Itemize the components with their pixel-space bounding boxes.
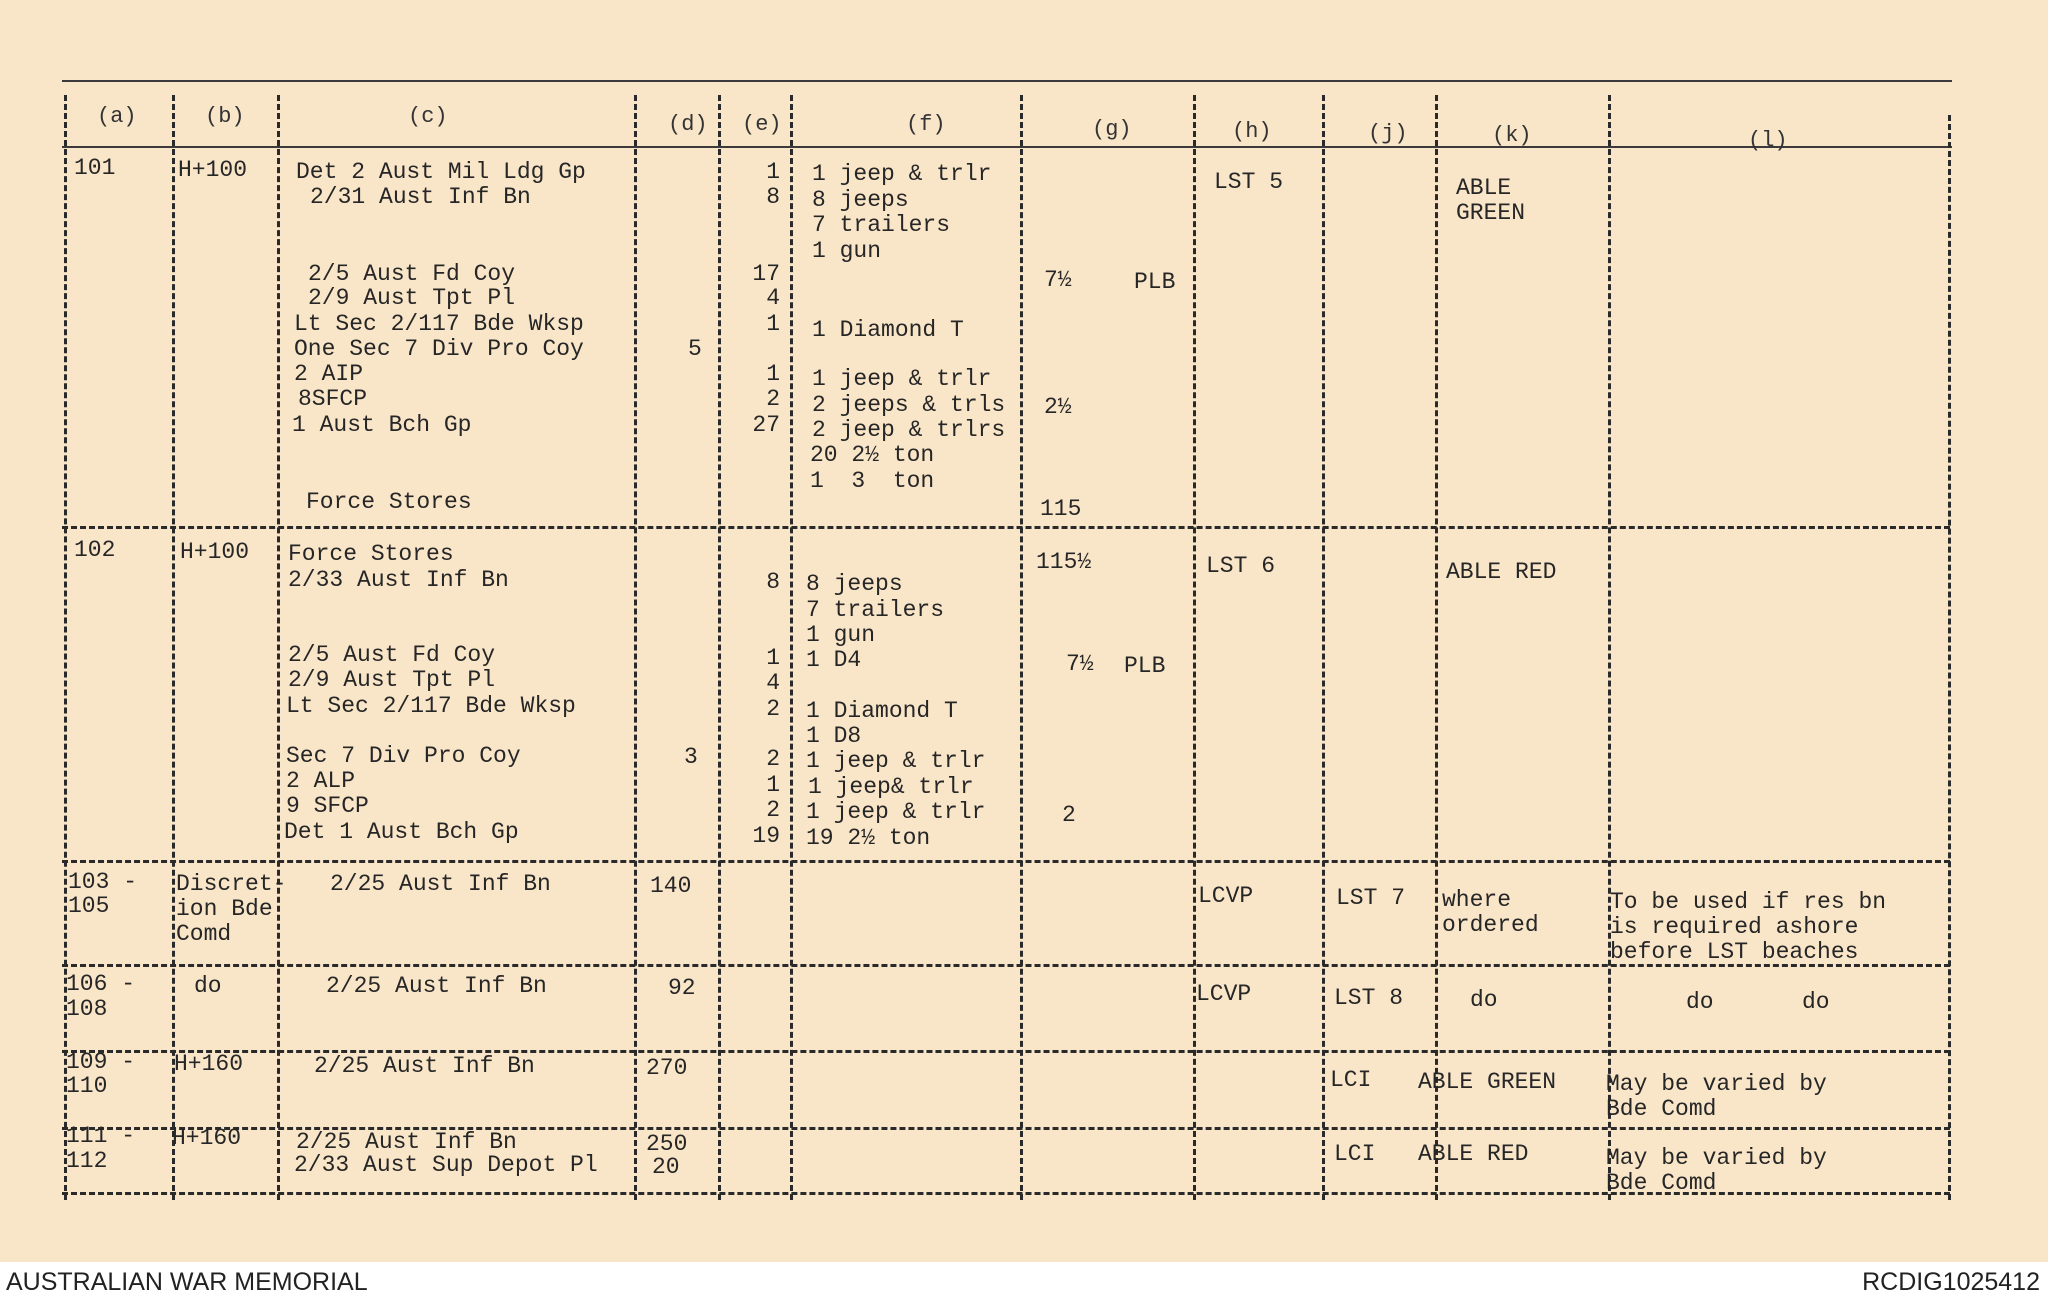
row-102-vehicle-count: 19	[752, 823, 780, 849]
row-103-time: Discret-	[176, 871, 287, 897]
archive-id: RCDIG1025412	[1862, 1268, 2040, 1296]
row-109-personnel: 270	[646, 1055, 688, 1081]
row-101-vehicle-count: 1	[766, 159, 780, 185]
row-101-vehicle: 20 2½ ton	[810, 442, 935, 468]
column-header-h: (h)	[1232, 119, 1272, 144]
row-102-vehicle: 1 jeep & trlr	[806, 748, 986, 774]
row-101-unit: 8SFCP	[298, 386, 368, 412]
row-106-serial: 106 -	[66, 971, 136, 997]
column-header-g: (g)	[1092, 117, 1132, 142]
row-101-tonnage-note: PLB	[1134, 269, 1176, 295]
row-101-vehicle-count: 1	[766, 311, 780, 337]
row-101-unit: Det 2 Aust Mil Ldg Gp	[296, 159, 586, 185]
row-102-vehicle: 8 jeeps	[806, 571, 903, 597]
row-103-time: Comd	[176, 921, 232, 947]
row-101-vehicle: 1 3 ton	[810, 468, 935, 494]
top-rule	[62, 80, 1952, 82]
row-101-personnel: 5	[688, 336, 702, 362]
column-header-c: (c)	[408, 104, 448, 129]
row-101-beach: GREEN	[1456, 200, 1526, 226]
row-102-unit: 2 ALP	[286, 768, 356, 794]
row-101-unit: 2/9 Aust Tpt Pl	[308, 285, 516, 311]
row-111-personnel: 250	[646, 1131, 688, 1157]
row-102-vehicle-count: 8	[766, 569, 780, 595]
row-101-unit: One Sec 7 Div Pro Coy	[294, 336, 584, 362]
row-111-remarks: Bde Comd	[1606, 1170, 1717, 1196]
column-rule	[718, 95, 721, 1200]
row-101-vehicle: 8 jeeps	[812, 187, 909, 213]
row-106-remarks: do	[1802, 989, 1830, 1015]
row-103-serial: 103 -	[68, 869, 138, 895]
row-102-vehicle-count: 4	[766, 670, 780, 696]
row-102-unit: Force Stores	[288, 541, 454, 567]
column-rule	[1608, 95, 1611, 1200]
row-111-personnel: 20	[652, 1154, 680, 1180]
column-rule	[790, 95, 793, 1200]
row-101-vehicle-count: 17	[752, 261, 780, 287]
row-102-vehicle-count: 2	[766, 797, 780, 823]
row-101-vehicle: 7 trailers	[812, 212, 951, 238]
row-102-vehicle: 1 D8	[806, 723, 862, 749]
row-101-time: H+100	[178, 157, 248, 183]
row-101-tonnage: 115	[1040, 496, 1082, 522]
column-rule	[1435, 95, 1438, 1200]
row-103-personnel: 140	[650, 873, 692, 899]
row-103-serial: 105	[68, 893, 110, 919]
row-101-vehicle-count: 4	[766, 285, 780, 311]
row-103-beach: ordered	[1442, 912, 1539, 938]
row-101-unit: 2 AIP	[294, 361, 364, 387]
row-106-beach: do	[1470, 987, 1498, 1013]
row-rule	[62, 526, 1950, 529]
row-102-tonnage: 7½	[1066, 651, 1094, 677]
row-106-serial: 108	[66, 996, 108, 1022]
row-102-vehicle: 7 trailers	[806, 597, 945, 623]
column-header-b: (b)	[205, 104, 245, 129]
column-header-k: (k)	[1492, 123, 1532, 148]
row-103-time: ion Bde	[176, 896, 273, 922]
row-102-unit: 9 SFCP	[286, 793, 369, 819]
row-102-vehicle: 19 2½ ton	[806, 825, 931, 851]
row-102-unit: Lt Sec 2/117 Bde Wksp	[286, 693, 576, 719]
row-103-remarks: To be used if res bn	[1610, 889, 1887, 915]
row-101-vehicle: 2 jeep & trlrs	[812, 417, 1006, 443]
header-rule	[62, 146, 1952, 148]
row-101-unit: Lt Sec 2/117 Bde Wksp	[294, 311, 584, 337]
row-109-serial: 109 -	[66, 1049, 136, 1075]
row-101-vehicle: 1 jeep & trlr	[812, 366, 992, 392]
row-102-unit: Sec 7 Div Pro Coy	[286, 743, 521, 769]
row-102-beach: ABLE RED	[1446, 559, 1557, 585]
row-101-tonnage: 2½	[1044, 394, 1072, 420]
row-101-unit: 2/31 Aust Inf Bn	[310, 184, 531, 210]
row-101-tonnage: 7½	[1044, 267, 1072, 293]
row-103-carrier: LST 7	[1336, 885, 1406, 911]
row-101-unit: 2/5 Aust Fd Coy	[308, 261, 516, 287]
row-106-personnel: 92	[668, 975, 696, 1001]
row-109-carrier: LCI	[1330, 1067, 1372, 1093]
column-header-e: (e)	[742, 112, 782, 137]
column-rule	[64, 95, 67, 1200]
row-102-serial: 102	[74, 537, 116, 563]
column-rule	[1948, 115, 1951, 1200]
row-111-serial: 112	[66, 1148, 108, 1174]
row-109-beach: ABLE GREEN	[1418, 1069, 1557, 1095]
row-111-beach: ABLE RED	[1418, 1141, 1529, 1167]
row-106-unit: 2/25 Aust Inf Bn	[326, 973, 547, 999]
column-header-d: (d)	[668, 112, 708, 137]
row-102-vehicle: 1 jeep& trlr	[808, 774, 974, 800]
row-111-time: H+160	[172, 1125, 242, 1151]
row-101-serial: 101	[74, 155, 116, 181]
column-header-j: (j)	[1368, 121, 1408, 146]
row-106-craft: LCVP	[1196, 981, 1252, 1007]
row-101-vehicle-count: 1	[766, 361, 780, 387]
row-111-unit: 2/25 Aust Inf Bn	[296, 1129, 517, 1155]
row-101-vehicle-count: 8	[766, 184, 780, 210]
column-rule	[1193, 95, 1196, 1200]
row-111-unit: 2/33 Aust Sup Depot Pl	[294, 1152, 598, 1178]
row-102-vehicle: 1 Diamond T	[806, 698, 958, 724]
row-102-tonnage: 2	[1062, 802, 1076, 828]
column-rule	[277, 95, 280, 1200]
row-102-vehicle: 1 gun	[806, 622, 876, 648]
column-rule	[172, 95, 175, 1200]
row-103-beach: where	[1442, 887, 1512, 913]
row-102-craft: LST 6	[1206, 553, 1276, 579]
row-109-unit: 2/25 Aust Inf Bn	[314, 1053, 535, 1079]
archive-footer	[0, 1262, 2048, 1301]
column-header-a: (a)	[97, 104, 137, 129]
row-101-beach: ABLE	[1456, 175, 1512, 201]
row-106-time: do	[194, 973, 222, 999]
row-109-remarks: Bde Comd	[1606, 1096, 1717, 1122]
row-rule	[62, 860, 1950, 863]
row-102-vehicle: 1 jeep & trlr	[806, 799, 986, 825]
row-101-vehicle: 1 jeep & trlr	[812, 161, 992, 187]
row-102-tonnage-note: PLB	[1124, 653, 1166, 679]
row-101-unit: Force Stores	[306, 489, 472, 515]
column-rule	[1020, 95, 1023, 1200]
row-103-craft: LCVP	[1198, 883, 1254, 909]
column-header-l: (l)	[1748, 128, 1788, 153]
column-header-f: (f)	[906, 112, 946, 137]
row-101-vehicle: 1 Diamond T	[812, 317, 964, 343]
row-102-unit: 2/5 Aust Fd Coy	[288, 642, 496, 668]
row-103-unit: 2/25 Aust Inf Bn	[330, 871, 551, 897]
row-106-remarks: do	[1686, 989, 1714, 1015]
row-102-vehicle-count: 1	[766, 772, 780, 798]
row-102-unit: Det 1 Aust Bch Gp	[284, 819, 519, 845]
row-101-vehicle-count: 2	[766, 386, 780, 412]
row-101-vehicle: 1 gun	[812, 238, 882, 264]
row-103-remarks: before LST beaches	[1610, 939, 1859, 965]
row-103-remarks: is required ashore	[1610, 914, 1859, 940]
row-102-unit: 2/9 Aust Tpt Pl	[288, 667, 496, 693]
row-101-vehicle-count: 27	[752, 412, 780, 438]
row-102-vehicle-count: 2	[766, 746, 780, 772]
column-rule	[634, 95, 637, 1200]
archive-name: AUSTRALIAN WAR MEMORIAL	[6, 1268, 368, 1296]
row-101-craft: LST 5	[1214, 169, 1284, 195]
row-109-serial: 110	[66, 1073, 108, 1099]
row-102-vehicle-count: 1	[766, 645, 780, 671]
row-102-vehicle: 1 D4	[806, 647, 862, 673]
row-111-serial: 111 -	[66, 1123, 136, 1149]
row-101-unit: 1 Aust Bch Gp	[292, 412, 472, 438]
row-111-remarks: May be varied by	[1606, 1145, 1827, 1171]
row-102-unit: 2/33 Aust Inf Bn	[288, 567, 509, 593]
row-111-carrier: LCI	[1334, 1141, 1376, 1167]
row-106-carrier: LST 8	[1334, 985, 1404, 1011]
row-102-tonnage: 115½	[1036, 549, 1092, 575]
row-109-remarks: May be varied by	[1606, 1071, 1827, 1097]
row-102-personnel: 3	[684, 744, 698, 770]
column-rule	[1322, 95, 1325, 1200]
row-109-time: H+160	[174, 1051, 244, 1077]
row-102-time: H+100	[180, 539, 250, 565]
row-101-vehicle: 2 jeeps & trls	[812, 392, 1006, 418]
row-102-vehicle-count: 2	[766, 696, 780, 722]
